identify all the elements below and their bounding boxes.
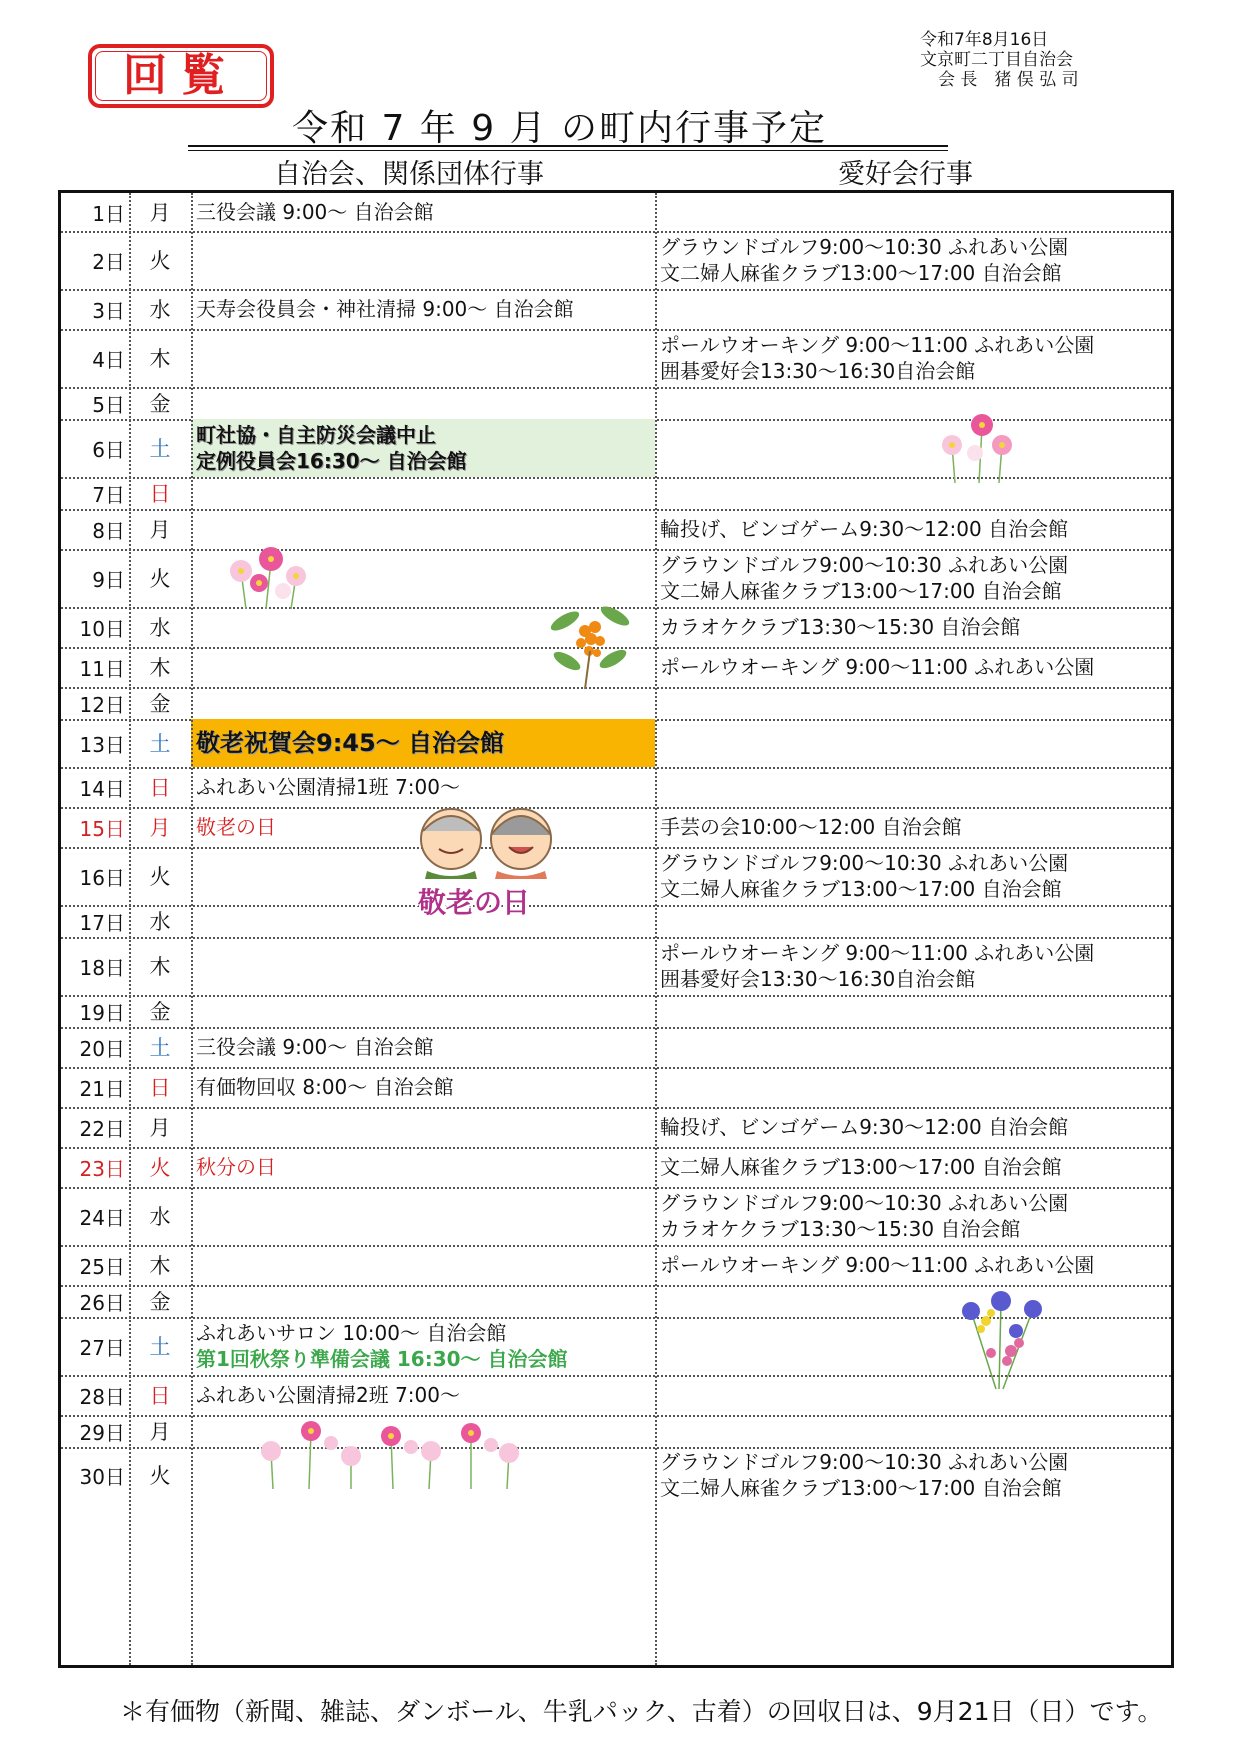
schedule-row xyxy=(61,1317,1171,1377)
weekday-cell: 日 xyxy=(149,776,171,800)
community-event-cell xyxy=(191,687,655,719)
divider-dow xyxy=(191,193,193,1665)
schedule-row xyxy=(61,193,1171,233)
community-event-text: 三役会議 9:00～ 自治会館 xyxy=(196,1035,434,1059)
date-cell: 25日 xyxy=(79,1254,125,1279)
date-cell: 9日 xyxy=(92,567,125,592)
date-cell: 3日 xyxy=(92,298,125,323)
community-event-cell xyxy=(191,937,655,995)
weekday-cell: 月 xyxy=(149,201,171,225)
schedule-row xyxy=(61,719,1171,769)
community-event-cell xyxy=(191,193,655,231)
club-event-cell xyxy=(655,995,1171,1027)
title-underline xyxy=(188,145,948,151)
weekday-cell: 土 xyxy=(149,1335,171,1359)
community-event-cell xyxy=(191,231,655,289)
community-event-cell xyxy=(191,549,655,607)
weekday-cell: 土 xyxy=(149,1036,171,1060)
weekday-cell: 木 xyxy=(149,1254,171,1278)
club-event-cell xyxy=(655,1187,1171,1245)
date-cell: 13日 xyxy=(79,732,125,757)
schedule-row xyxy=(61,995,1171,1029)
schedule-row xyxy=(61,607,1171,649)
schedule-row xyxy=(61,1375,1171,1417)
club-event-text: 文二婦人麻雀クラブ13:00～17:00 自治会館 xyxy=(660,261,1062,285)
date-cell: 18日 xyxy=(79,955,125,980)
club-event-cell xyxy=(655,419,1171,477)
schedule-row xyxy=(61,1027,1171,1069)
club-event-cell xyxy=(655,847,1171,905)
club-event-text: ポールウオーキング 9:00～11:00 ふれあい公園 xyxy=(660,333,1095,357)
weekday-cell: 木 xyxy=(149,656,171,680)
date-cell: 4日 xyxy=(92,347,125,372)
schedule-row xyxy=(61,549,1171,609)
date-cell: 27日 xyxy=(79,1335,125,1360)
community-event-cell xyxy=(191,1147,655,1187)
weekday-cell: 日 xyxy=(149,1076,171,1100)
schedule-row xyxy=(61,231,1171,291)
date-cell: 1日 xyxy=(92,201,125,226)
weekday-cell: 日 xyxy=(149,482,171,506)
club-event-text: 文二婦人麻雀クラブ13:00～17:00 自治会館 xyxy=(660,877,1062,901)
club-event-cell xyxy=(655,329,1171,387)
club-event-text: カラオケクラブ13:30～15:30 自治会館 xyxy=(660,615,1021,639)
club-event-text: 輪投げ、ビンゴゲーム9:30～12:00 自治会館 xyxy=(660,1115,1069,1139)
club-event-cell xyxy=(655,1317,1171,1375)
club-event-text: グラウンドゴルフ9:00～10:30 ふれあい公園 xyxy=(660,1450,1069,1474)
club-event-cell xyxy=(655,1375,1171,1415)
date-cell: 22日 xyxy=(79,1116,125,1141)
weekday-cell: 火 xyxy=(149,1156,171,1180)
date-cell: 5日 xyxy=(92,392,125,417)
club-event-cell xyxy=(655,289,1171,329)
club-event-cell xyxy=(655,1027,1171,1067)
schedule-row xyxy=(61,647,1171,689)
schedule-row xyxy=(61,847,1171,907)
weekday-cell: 水 xyxy=(149,616,171,640)
community-event-cell xyxy=(191,807,655,847)
issuer-chair: 会 長 猪 俣 弘 司 xyxy=(938,70,1079,90)
community-event-cell xyxy=(191,1067,655,1107)
community-event-cell xyxy=(191,1245,655,1285)
issuer-organization: 文京町二丁目自治会 xyxy=(920,50,1073,70)
weekday-cell: 土 xyxy=(149,732,171,756)
schedule-row xyxy=(61,807,1171,849)
weekday-cell: 水 xyxy=(149,910,171,934)
divider-columns xyxy=(655,193,657,1665)
club-event-text: グラウンドゴルフ9:00～10:30 ふれあい公園 xyxy=(660,851,1069,875)
weekday-cell: 土 xyxy=(149,437,171,461)
club-event-cell xyxy=(655,647,1171,687)
schedule-row xyxy=(61,905,1171,939)
date-cell: 19日 xyxy=(79,1000,125,1025)
community-event-cell xyxy=(191,1447,655,1503)
club-event-text: ポールウオーキング 9:00～11:00 ふれあい公園 xyxy=(660,941,1095,965)
schedule-row xyxy=(61,1147,1171,1189)
date-cell: 14日 xyxy=(79,776,125,801)
weekday-cell: 日 xyxy=(149,1384,171,1408)
club-event-cell xyxy=(655,937,1171,995)
date-cell: 2日 xyxy=(92,249,125,274)
club-event-text: ポールウオーキング 9:00～11:00 ふれあい公園 xyxy=(660,1253,1095,1277)
community-event-cell xyxy=(191,477,655,509)
weekday-cell: 金 xyxy=(149,1000,171,1024)
club-event-cell xyxy=(655,1245,1171,1285)
schedule-row xyxy=(61,477,1171,511)
club-event-cell xyxy=(655,1147,1171,1187)
date-cell: 8日 xyxy=(92,518,125,543)
weekday-cell: 金 xyxy=(149,692,171,716)
column-header-clubs: 愛好会行事 xyxy=(838,159,973,190)
club-event-cell xyxy=(655,807,1171,847)
club-event-text: 囲碁愛好会13:30～16:30自治会館 xyxy=(660,967,976,991)
date-cell: 7日 xyxy=(92,482,125,507)
club-event-text: 文二婦人麻雀クラブ13:00～17:00 自治会館 xyxy=(660,1155,1062,1179)
weekday-cell: 水 xyxy=(149,298,171,322)
community-event-cell xyxy=(191,905,655,937)
community-event-cell xyxy=(191,1285,655,1317)
date-cell: 23日 xyxy=(79,1156,125,1181)
community-event-text: ふれあい公園清掃1班 7:00～ xyxy=(196,775,460,799)
club-event-text: グラウンドゴルフ9:00～10:30 ふれあい公園 xyxy=(660,553,1069,577)
date-cell: 24日 xyxy=(79,1205,125,1230)
community-event-cell xyxy=(191,1187,655,1245)
date-cell: 10日 xyxy=(79,616,125,641)
page-title: 令和 7 年 9 月 の町内行事予定 xyxy=(292,108,828,149)
weekday-cell: 金 xyxy=(149,1290,171,1314)
date-cell: 11日 xyxy=(79,656,125,681)
date-cell: 28日 xyxy=(79,1384,125,1409)
weekday-cell: 木 xyxy=(149,955,171,979)
date-cell: 16日 xyxy=(79,865,125,890)
club-event-cell xyxy=(655,905,1171,937)
column-header-community: 自治会、関係団体行事 xyxy=(274,159,544,190)
club-event-text: 囲碁愛好会13:30～16:30自治会館 xyxy=(660,359,976,383)
schedule-rows xyxy=(61,193,1171,1665)
schedule-row xyxy=(61,289,1171,331)
club-event-cell xyxy=(655,193,1171,231)
schedule-row xyxy=(61,1285,1171,1319)
date-cell: 6日 xyxy=(92,437,125,462)
community-event-cell xyxy=(191,289,655,329)
community-event-cell xyxy=(191,329,655,387)
club-event-cell xyxy=(655,607,1171,647)
issue-date: 令和7年8月16日 xyxy=(920,30,1049,50)
club-event-cell xyxy=(655,687,1171,719)
club-event-text: カラオケクラブ13:30～15:30 自治会館 xyxy=(660,1217,1021,1241)
community-event-text: 敬老の日 xyxy=(196,815,276,839)
club-event-cell xyxy=(655,509,1171,549)
date-cell: 15日 xyxy=(79,816,125,841)
community-event-cell xyxy=(191,647,655,687)
weekday-cell: 月 xyxy=(149,1116,171,1140)
schedule-row xyxy=(61,1245,1171,1287)
community-event-cell xyxy=(191,847,655,905)
schedule-row xyxy=(61,1447,1171,1503)
schedule-row xyxy=(61,329,1171,389)
community-event-text: 秋分の日 xyxy=(196,1155,276,1179)
date-cell: 26日 xyxy=(79,1290,125,1315)
community-event-cell xyxy=(191,387,655,419)
weekday-cell: 木 xyxy=(149,347,171,371)
date-cell: 17日 xyxy=(79,910,125,935)
schedule-row xyxy=(61,1415,1171,1449)
community-event-cell xyxy=(191,607,655,647)
schedule-row xyxy=(61,387,1171,421)
date-cell: 21日 xyxy=(79,1076,125,1101)
club-event-text: 文二婦人麻雀クラブ13:00～17:00 自治会館 xyxy=(660,579,1062,603)
schedule-row xyxy=(61,687,1171,721)
schedule-row xyxy=(61,419,1171,479)
community-event-cell xyxy=(191,1107,655,1147)
club-event-cell xyxy=(655,1415,1171,1447)
divider-date xyxy=(129,193,131,1665)
community-event-text: 定例役員会16:30～ 自治会館 xyxy=(196,449,467,473)
circulation-stamp: 回覧 xyxy=(88,44,274,108)
schedule-row xyxy=(61,937,1171,997)
club-event-text: 輪投げ、ビンゴゲーム9:30～12:00 自治会館 xyxy=(660,517,1069,541)
keiro-no-hi-sticker: 敬老の日 xyxy=(417,886,530,919)
club-event-cell xyxy=(655,1107,1171,1147)
club-event-cell xyxy=(655,231,1171,289)
weekday-cell: 月 xyxy=(149,518,171,542)
club-event-cell xyxy=(655,549,1171,607)
date-cell: 29日 xyxy=(79,1420,125,1445)
community-event-cell xyxy=(191,1317,655,1375)
community-event-text: 天寿会役員会・神社清掃 9:00～ 自治会館 xyxy=(196,297,574,321)
weekday-cell: 月 xyxy=(149,1420,171,1444)
community-event-text: ふれあいサロン 10:00～ 自治会館 xyxy=(196,1321,507,1345)
community-event-text: 町社協・自主防災会議中止 xyxy=(196,423,436,447)
weekday-cell: 水 xyxy=(149,1205,171,1229)
community-event-text: ふれあい公園清掃2班 7:00～ xyxy=(196,1383,460,1407)
club-event-cell xyxy=(655,477,1171,509)
club-event-cell xyxy=(655,1447,1171,1503)
club-event-text: 文二婦人麻雀クラブ13:00～17:00 自治会館 xyxy=(660,1476,1062,1500)
date-cell: 20日 xyxy=(79,1036,125,1061)
schedule-row xyxy=(61,1067,1171,1109)
issuer-block xyxy=(920,30,1079,90)
community-event-cell xyxy=(191,419,655,477)
community-event-cell xyxy=(191,509,655,549)
schedule-row xyxy=(61,1107,1171,1149)
community-event-cell xyxy=(191,1415,655,1447)
weekday-cell: 火 xyxy=(149,865,171,889)
club-event-text: グラウンドゴルフ9:00～10:30 ふれあい公園 xyxy=(660,1191,1069,1215)
club-event-cell xyxy=(655,1285,1171,1317)
club-event-text: ポールウオーキング 9:00～11:00 ふれあい公園 xyxy=(660,655,1095,679)
community-event-cell xyxy=(191,719,655,767)
club-event-cell xyxy=(655,1067,1171,1107)
community-event-cell xyxy=(191,767,655,807)
weekday-cell: 火 xyxy=(149,249,171,273)
community-event-text: 第1回秋祭り準備会議 16:30～ 自治会館 xyxy=(196,1347,568,1371)
schedule-row xyxy=(61,509,1171,551)
club-event-cell xyxy=(655,387,1171,419)
recycling-note: ＊有価物（新聞、雑誌、ダンボール、牛乳パック、古着）の回収日は、9月21日（日）です。 xyxy=(120,1697,1163,1726)
schedule-row xyxy=(61,767,1171,809)
community-event-text: 有価物回収 8:00～ 自治会館 xyxy=(196,1075,454,1099)
weekday-cell: 月 xyxy=(149,816,171,840)
club-event-cell xyxy=(655,767,1171,807)
community-event-text: 敬老祝賀会9:45～ 自治会館 xyxy=(196,729,505,757)
club-event-cell xyxy=(655,719,1171,767)
community-event-cell xyxy=(191,1375,655,1415)
date-cell: 30日 xyxy=(79,1464,125,1489)
weekday-cell: 火 xyxy=(149,1464,171,1488)
weekday-cell: 金 xyxy=(149,392,171,416)
schedule-table xyxy=(58,190,1174,1668)
date-cell: 12日 xyxy=(79,692,125,717)
weekday-cell: 火 xyxy=(149,567,171,591)
club-event-text: 手芸の会10:00～12:00 自治会館 xyxy=(660,815,962,839)
community-event-cell xyxy=(191,1027,655,1067)
community-event-cell xyxy=(191,995,655,1027)
club-event-text: グラウンドゴルフ9:00～10:30 ふれあい公園 xyxy=(660,235,1069,259)
schedule-row xyxy=(61,1187,1171,1247)
community-event-text: 三役会議 9:00～ 自治会館 xyxy=(196,200,434,224)
